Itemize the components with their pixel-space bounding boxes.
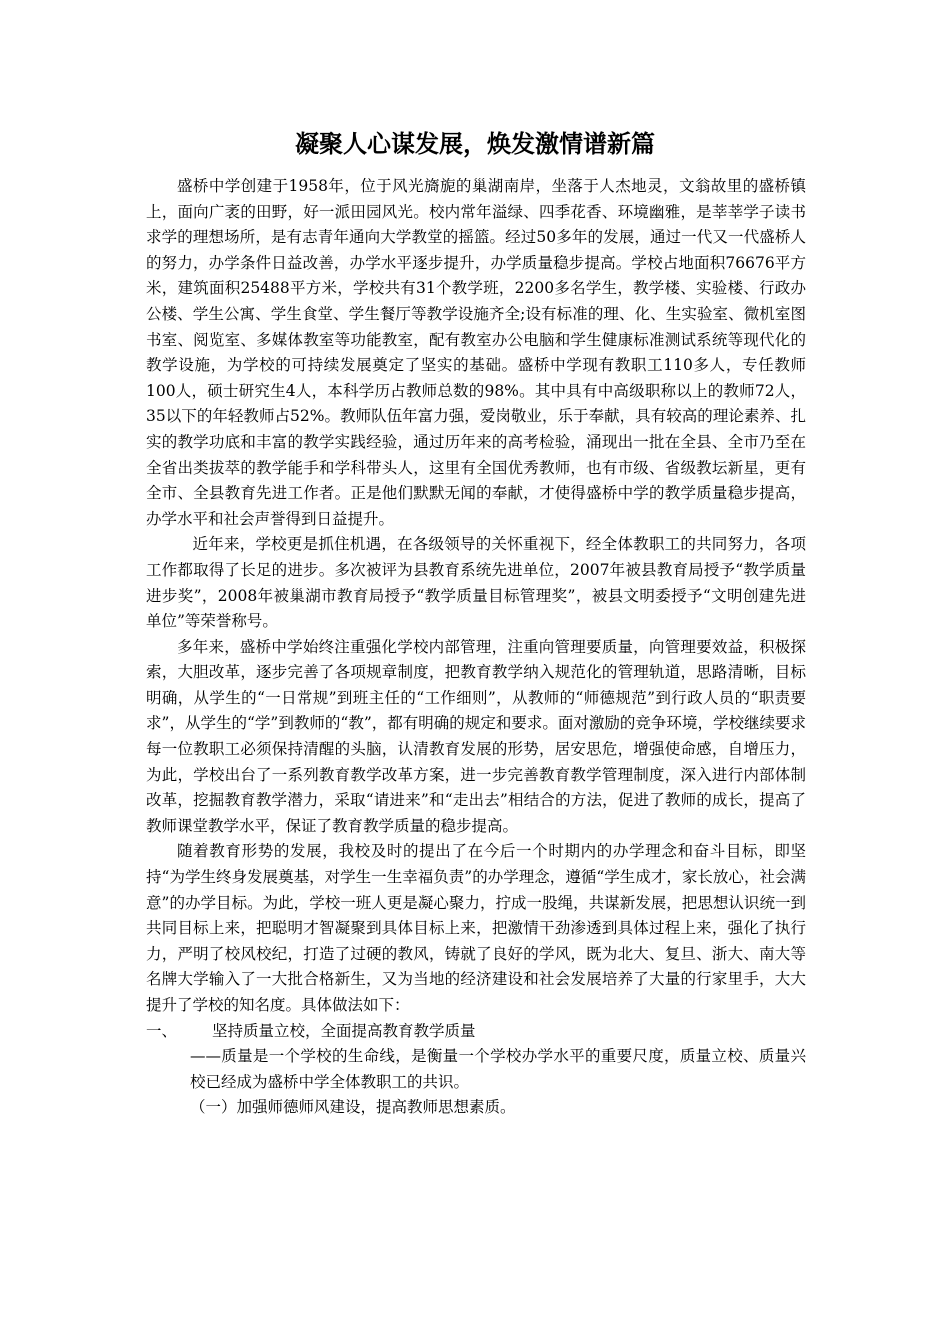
paragraph-philosophy: 随着教育形势的发展，我校及时的提出了在今后一个时期内的办学理念和奋斗目标，即坚持“为学生终身发展奠基，对学生一生幸福负责”的办学理念，遵循“学生成才，家长放心，社会满意”的办学目标。为此，学校一班人更是凝心聚力，拧成一股绳，共谋新发展，把思想认识统一到共同目标上来，把聪明才智凝聚到具体目标上来，把激情干劲渗透到具体过程上来，强化了执行力，严明了校风校纪，打造了过硬的教风，铸就了良好的学风，既为北大、复旦、浙大、南大等名牌大学输入了一大批合格新生，又为当地的经济建设和社会发展培养了大量的行家里手，大大提升了学校的知名度。具体做法如下： bbox=[146, 842, 806, 1014]
document-title: 凝聚人心谋发展，焕发激情谱新篇 bbox=[295, 130, 655, 158]
paragraph-recent-years: 近年来，学校更是抓住机遇，在各级领导的关怀重视下，经全体教职工的共同努力，各项工作都取得了长足的进步。多次被评为县教育系统先进单位，2007年被县教育局授予“教学质量进步奖”，2008年被巢湖市教育局授予“教学质量目标管理奖”，被县文明委授予“文明创建先进单位”等荣誉称号。 bbox=[146, 535, 806, 631]
section-intro: ——质量是一个学校的生命线，是衡量一个学校办学水平的重要尺度，质量立校、质量兴校已经成为盛桥中学全体教职工的共识。 bbox=[190, 1047, 806, 1091]
section-number: 一、 bbox=[146, 1021, 178, 1040]
section-subheading: （一）加强师德师风建设，提高教师思想素质。 bbox=[190, 1098, 516, 1117]
paragraph-management: 多年来，盛桥中学始终注重强化学校内部管理，注重向管理要质量，向管理要效益，积极探索，大胆改革，逐步完善了各项规章制度，把教育教学纳入规范化的管理轨道，思路清晰，目标明确，从学生的“一日常规”到班主任的“工作细则”，从教师的“师德规范”到行政人员的“职责要求”，从学生的“学”到教师的“教”，都有明确的规定和要求。面对激励的竞争环境，学校继续要求每一位教职工必须保持清醒的头脑，认清教育发展的形势，居安思危，增强使命感，自增压力，为此，学校出台了一系列教育教学改革方案，进一步完善教育教学管理制度，深入进行内部体制改革，挖掘教育教学潜力，采取“请进来”和“走出去”相结合的方法，促进了教师的成长，提高了教师课堂教学水平，保证了教育教学质量的稳步提高。 bbox=[146, 637, 806, 835]
paragraph-school-intro: 盛桥中学创建于1958年，位于风光旖旎的巢湖南岸，坐落于人杰地灵，文翁故里的盛桥镇上，面向广袤的田野，好一派田园风光。校内常年溢绿、四季花香、环境幽雅，是莘莘学子读书求学的理想场所，是有志青年通向大学教堂的摇篮。经过50多年的发展，通过一代又一代盛桥人的努力，办学条件日益改善，办学水平逐步提升，办学质量稳步提高。学校占地面积76676平方米，建筑面积25488平方米，学校共有31个教学班，2200多名学生，教学楼、实验楼、行政办公楼、学生公寓、学生食堂、学生餐厅等教学设施齐全;设有标准的理、化、生实验室、微机室图书室、阅览室、多媒体教室等功能教室，配有教室办公电脑和学生健康标准测试系统等现代化的教学设施，为学校的可持续发展奠定了坚实的基础。盛桥中学现有教职工110多人，专任教师100人，硕士研究生4人，本科学历占教师总数的98%。其中具有中高级职称以上的教师72人，35以下的年轻教师占52%。教师队伍年富力强，爱岗敬业，乐于奉献，具有较高的理论素养、扎实的教学功底和丰富的教学实践经验，通过历年来的高考检验，涌现出一批在全县、全市乃至在全省出类拔萃的教学能手和学科带头人，这里有全国优秀教师，也有市级、省级教坛新星，更有全市、全县教育先进工作者。正是他们默默无闻的奉献，才使得盛桥中学的教学质量稳步提高，办学水平和社会声誉得到日益提升。 bbox=[146, 177, 806, 528]
document-body bbox=[146, 174, 806, 1121]
section-heading bbox=[146, 1019, 806, 1045]
section-heading-text: 坚持质量立校，全面提高教育教学质量 bbox=[212, 1021, 476, 1040]
